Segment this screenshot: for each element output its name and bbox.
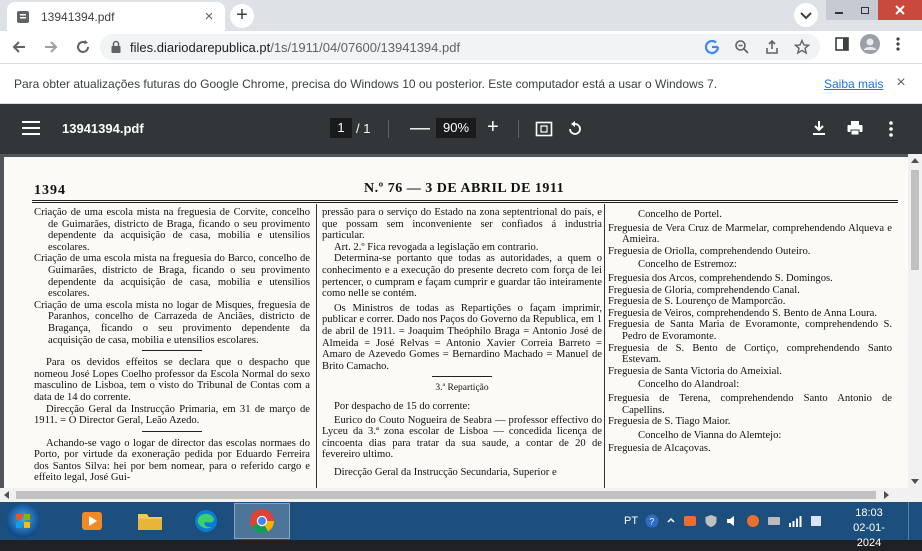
- scroll-left-icon[interactable]: [4, 491, 9, 499]
- app-tray-icon[interactable]: [683, 514, 697, 528]
- chrome-app[interactable]: [234, 503, 290, 539]
- network-signal-icon[interactable]: [788, 514, 802, 528]
- folder-icon: [136, 509, 164, 533]
- bookmark-button[interactable]: [792, 37, 812, 57]
- back-button[interactable]: [6, 34, 32, 60]
- column-rule: [316, 204, 317, 494]
- paragraph: Por despacho de 15 do corrente:: [334, 400, 471, 412]
- antivirus-icon[interactable]: [746, 514, 760, 528]
- infobar-close-icon[interactable]: ×: [896, 74, 906, 91]
- close-icon: [895, 5, 905, 15]
- paragraph: Eurico do Couto Nogueira de Seabra — professor effectivo do Lyceu da 3.ª zona escolar de Lisboa — concedida licença de cincoenta dias para tratar da sua saude, a contar de 20 de fevereiro ultimo.: [322, 414, 602, 461]
- file-explorer-app[interactable]: [122, 503, 178, 539]
- more-vertical-icon[interactable]: [884, 119, 898, 139]
- tab-search-button[interactable]: [794, 3, 818, 27]
- windows-taskbar: [0, 502, 922, 549]
- page-number: 1394: [34, 183, 66, 198]
- action-center-icon[interactable]: [809, 514, 823, 528]
- header-rule: [32, 200, 898, 203]
- browser-toolbar: [0, 31, 922, 63]
- arrow-up-icon[interactable]: [666, 514, 676, 528]
- paragraph: Determina-se portanto que todas as autoridades, a quem o conhecimento e a execução do presente decreto com força de lei pertencer, o cumpram e façam cumprir e guardar tão inteiramente como nelle se contém.: [322, 253, 602, 300]
- infobar-message: Para obter atualizações futuras do Google Chrome, precisa do Windows 10 ou posterior. Este computador está a usar o Windows 7.: [14, 77, 718, 91]
- tab-close-icon[interactable]: ×: [204, 7, 214, 25]
- menu-icon[interactable]: [22, 121, 40, 137]
- language-indicator[interactable]: PT: [624, 515, 639, 527]
- text-column-3: [608, 207, 892, 455]
- reload-icon: [75, 39, 91, 55]
- paragraph: Direcção Geral da Instrucção Primaria, em 31 de março de 1911. = O Director Geral, Leão Azedo.: [34, 403, 310, 427]
- paragraph: Criação de uma escola mista na freguesia de Corvite, concelho de Guimarães, districto de Braga, ficando o seu provimento dependente da acquisição de casa, mobilia e utensilios escolares.: [34, 207, 310, 253]
- zoom-icon: [734, 39, 750, 55]
- arrow-left-icon: [11, 39, 27, 55]
- learn-more-link[interactable]: Saiba mais: [824, 77, 884, 91]
- toolbar-right: [832, 34, 908, 54]
- freguesia-entry: Freguesia de Gloria, comprehendendo Canal.: [608, 284, 800, 296]
- section-divider: [432, 376, 492, 377]
- shield-icon[interactable]: [704, 514, 718, 528]
- toolbar-divider: [388, 120, 389, 138]
- svg-text:?: ?: [649, 516, 655, 527]
- zoom-indicator-button[interactable]: [732, 37, 752, 57]
- update-infobar: [0, 63, 922, 104]
- text-column-1: [34, 207, 310, 484]
- address-bar-actions: [702, 37, 812, 57]
- clock-date: 02-01-2024: [853, 522, 885, 549]
- freguesia-entry: Freguesia de Terena, comprehendendo Santo Antonio de Capellins.: [608, 392, 892, 416]
- paragraph: Criação de uma escola mista na freguesia do Barco, concelho de Guimarães, districto de Braga, ficando o seu provimento dependente da acquisição de casa, mobilia e utensilios escolares.: [34, 253, 310, 300]
- scroll-thumb[interactable]: [16, 491, 876, 499]
- zoom-input[interactable]: 90%: [436, 118, 476, 138]
- concelho-heading: Concelho de Portel.: [638, 209, 722, 220]
- chrome-menu-button[interactable]: [888, 34, 908, 54]
- url-text: [130, 40, 460, 55]
- reload-button[interactable]: [70, 34, 96, 60]
- chrome-icon: [248, 507, 276, 535]
- concelho-heading: Concelho de Estremoz:: [638, 259, 737, 271]
- lock-icon: [110, 40, 122, 54]
- freguesia-entry: Freguesia de S. Tiago Maior.: [608, 416, 731, 428]
- tab-strip: [0, 0, 922, 31]
- star-icon: [794, 39, 810, 55]
- page-header: N.º 76 — 3 DE ABRIL DE 1911: [364, 181, 565, 196]
- edge-app[interactable]: [178, 503, 234, 539]
- address-bar[interactable]: [100, 34, 820, 60]
- new-tab-button[interactable]: +: [230, 4, 254, 28]
- section-divider: [142, 350, 202, 351]
- media-player-app[interactable]: [64, 503, 120, 539]
- restore-icon: [860, 5, 870, 15]
- profile-avatar[interactable]: [860, 34, 880, 54]
- more-vertical-icon: [895, 36, 901, 52]
- minimize-icon: [834, 5, 844, 15]
- speaker-icon[interactable]: [725, 514, 739, 528]
- scroll-up-icon[interactable]: [911, 158, 919, 163]
- arrow-right-icon: [43, 39, 59, 55]
- clock-time: 18:03: [855, 507, 883, 519]
- scroll-down-icon[interactable]: [911, 479, 919, 484]
- system-tray: [624, 510, 823, 532]
- system-clock[interactable]: [842, 506, 896, 551]
- paragraph: Achando-se vago o logar de director das escolas normaes do Porto, por virtude da exoneração pedida por Eduardo Ferreira dos Santos Silva: hei por bem nomear, para o referido cargo e effeito legal, José Gui-: [34, 437, 310, 484]
- page-total: / 1: [356, 121, 371, 136]
- keyboard-icon[interactable]: [767, 514, 781, 528]
- zoom-in-button[interactable]: +: [487, 116, 499, 138]
- document-icon: [15, 9, 31, 25]
- freguesia-entry: Freguesia de Alcaçovas.: [608, 443, 711, 455]
- scroll-thumb[interactable]: [911, 170, 919, 270]
- scroll-right-icon[interactable]: [884, 491, 889, 499]
- share-button[interactable]: [762, 37, 782, 57]
- freguesia-entry: Freguesia de S. Lourenço de Mamporcão.: [608, 296, 786, 308]
- url-path: /1s/1911/04/07600/13941394.pdf: [270, 39, 461, 55]
- section-divider: [142, 431, 202, 432]
- google-lens-button[interactable]: [702, 37, 722, 57]
- freguesia-entry: Freguesia de Veiros, comprehendendo S. Bento de Anna Loura.: [608, 307, 877, 319]
- show-desktop-button[interactable]: [908, 502, 922, 540]
- page-number-input[interactable]: 1: [330, 118, 352, 138]
- paragraph: pressão para o serviço do Estado na zona septentrional do país, e que possam sem inconveniente ser confiados á industria particular.: [322, 207, 602, 242]
- start-button[interactable]: [6, 504, 40, 538]
- avatar-icon: [860, 34, 880, 54]
- help-icon[interactable]: [645, 514, 659, 528]
- zoom-out-button[interactable]: —: [410, 117, 430, 139]
- window-controls: [826, 0, 922, 20]
- concelho-heading: Concelho de Vianna do Alemtejo:: [638, 429, 782, 441]
- vertical-scrollbar[interactable]: [908, 154, 922, 488]
- toolbar-divider: [518, 120, 519, 138]
- freguesia-entry: Freguesia de S. Bento de Cortiço, comprehendendo Santo Estevam.: [608, 342, 892, 366]
- paragraph: Direcção Geral da Instrucção Secundaria, Superior e: [334, 466, 557, 478]
- pdf-page: [4, 157, 908, 497]
- tab-pdf[interactable]: [7, 2, 225, 31]
- fit-to-page-icon[interactable]: [535, 120, 553, 138]
- url-host: files.diariodarepublica.pt: [130, 39, 271, 55]
- forward-button[interactable]: [38, 34, 64, 60]
- side-panel-icon: [834, 36, 850, 52]
- minimize-button[interactable]: [826, 0, 852, 20]
- column-rule: [604, 204, 605, 494]
- pdf-filename: 13941394.pdf: [62, 121, 144, 136]
- paragraph: Os Ministros de todas as Repartições o façam imprimir, publicar e correr. Dado nos Paços do Governo da Republica, em 1 de abril de 1911. = Joaquim Theóphilo Braga = Antonio José de Almeida = José Relvas = Antonio Xavier Correia Barreto = Amaro de Azevedo Gomes = Bernardino Machado = Manuel de Brito Camacho.: [322, 302, 602, 372]
- text-column-2: [322, 207, 602, 478]
- rotate-icon[interactable]: [566, 120, 584, 138]
- edge-icon: [193, 508, 219, 534]
- paragraph: Art. 2.º Fica revogada a legislação em contrario.: [334, 241, 539, 253]
- concelho-heading: Concelho do Alandroal:: [638, 379, 740, 391]
- pdf-toolbar: [0, 104, 922, 154]
- close-window-button[interactable]: [878, 0, 922, 20]
- google-icon: [704, 39, 720, 55]
- freguesia-entry: Freguesia dos Arcos, comprehendendo S. Domingos.: [608, 272, 833, 284]
- paragraph: Criação de uma escola mista no logar de Misques, freguesia de Paranhos, concelho de Carrazeda de Anciães, districto de Bragança, ficando o seu provimento dependente da acquisição de casa, mobilia e utensilios escolares.: [34, 299, 310, 346]
- freguesia-entry: Freguesia de Santa Maria de Evoramonte, comprehendendo S. Pedro de Evoramonte.: [608, 319, 892, 342]
- side-panel-button[interactable]: [832, 34, 852, 54]
- tab-title: 13941394.pdf: [41, 9, 115, 24]
- maximize-button[interactable]: [852, 0, 878, 20]
- horizontal-scrollbar[interactable]: [0, 488, 922, 502]
- windows-logo-icon: [6, 504, 40, 538]
- paragraph: Para os devidos effeitos se declara que o despacho que nomeou José Lopes Coelho professor da Escola Normal do sexo masculino de Lisboa, tem o visto do Tribunal de Contas com a data de 14 do corrente.: [34, 357, 310, 403]
- chevron-down-icon: [794, 3, 818, 27]
- media-player-icon: [79, 508, 105, 534]
- freguesia-entry: Freguesia de Vera Cruz de Marmelar, comprehendendo Alqueva e Amieira.: [608, 222, 892, 246]
- download-icon[interactable]: [810, 119, 828, 137]
- pdf-viewport[interactable]: [0, 154, 922, 488]
- print-icon[interactable]: [846, 119, 864, 137]
- freguesia-entry: Freguesia de Santa Victoria do Ameixial.: [608, 365, 782, 377]
- section-title: 3.ª Repartição: [435, 383, 489, 394]
- share-icon: [764, 39, 780, 55]
- freguesia-entry: Freguesia de Oriolla, comprehendendo Outeiro.: [608, 245, 811, 257]
